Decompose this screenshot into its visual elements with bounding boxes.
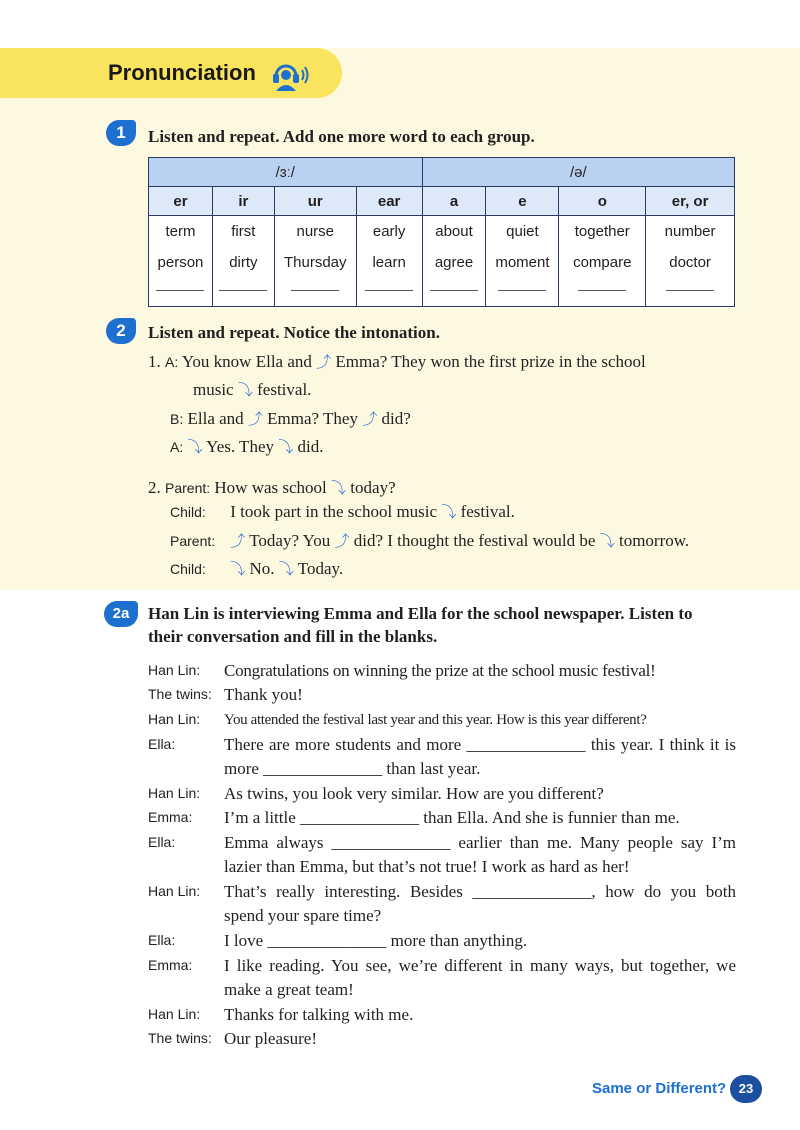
exercise-2a-badge: 2a (104, 601, 138, 627)
line-text: festival. (257, 380, 312, 399)
item-number: 1. (148, 352, 161, 371)
line-text: I took part in the school music (230, 502, 438, 521)
speaker-label: B: (170, 411, 184, 427)
falling-arrow-icon: ⤵ (599, 532, 615, 550)
spelling-label: e (486, 187, 559, 216)
spelling-label: o (559, 187, 646, 216)
exercise-2-instruction: Listen and repeat. Notice the intonation. (148, 323, 440, 342)
spelling-label: ear (356, 187, 422, 216)
rising-arrow-icon: ⤴ (247, 410, 263, 428)
group-header-er-sound: /ɜː/ (149, 158, 423, 187)
speaker-label: Parent: (165, 480, 211, 496)
speaker-label: Han Lin: (148, 711, 201, 727)
speaker-label: Han Lin: (148, 1006, 201, 1022)
line-text: did. (297, 437, 324, 456)
line-text: Thanks for talking with me. (224, 1005, 414, 1024)
section-title: Pronunciation (108, 60, 256, 85)
line-text: As twins, you look very similar. How are you different? (224, 784, 604, 803)
phonetics-table (148, 157, 735, 307)
word: first (231, 223, 256, 240)
line-text: That’s really interesting. Besides ______________, how do you both spend your spare time? (224, 882, 736, 925)
word: learn (372, 254, 406, 271)
word-group (559, 216, 646, 307)
line-text: did? I thought the festival would be (353, 531, 596, 550)
line-text: How was school (214, 478, 327, 497)
word-group (422, 216, 486, 307)
top-margin (0, 0, 800, 48)
answer-blank[interactable] (365, 290, 413, 291)
dialogue-1-line-b (170, 408, 411, 429)
spelling-label: a (422, 187, 486, 216)
word: Thursday (283, 254, 347, 271)
group-header-schwa-sound: /ə/ (422, 158, 734, 187)
line-text: Today? You (249, 531, 331, 550)
answer-blank[interactable] (578, 290, 626, 291)
dialogue-1-line-a (148, 351, 646, 372)
line-text: Emma always ______________ earlier than me. Many people say I’m lazier than Emma, but that’s not true! I work as hard as her! (224, 833, 736, 876)
word: early (372, 223, 406, 240)
speaker-label: Ella: (148, 834, 176, 850)
line-text: Thank you! (224, 685, 303, 704)
speaker-label: Child: (170, 504, 206, 520)
line-text: Emma? They won the first prize in the school (335, 352, 646, 371)
line-text: tomorrow. (618, 531, 690, 550)
dialogue-1-line-a2 (170, 436, 323, 457)
dialogue-2-line-4 (170, 558, 343, 579)
falling-arrow-icon: ⤵ (230, 560, 246, 578)
word: moment (495, 254, 550, 271)
falling-arrow-icon: ⤵ (441, 503, 457, 521)
speaker-label: Child: (170, 561, 206, 577)
word-group (486, 216, 559, 307)
falling-arrow-icon: ⤵ (237, 381, 253, 399)
speaker-label: Han Lin: (148, 883, 201, 899)
exercise-2a-instruction-line-1: Han Lin is interviewing Emma and Ella for the school newspaper. Listen to (148, 604, 693, 623)
speaker-label: Emma: (148, 809, 193, 825)
word: doctor (669, 254, 711, 271)
exercise-1-instruction: Listen and repeat. Add one more word to each group. (148, 127, 535, 146)
word: dirty (229, 254, 258, 271)
word: compare (573, 254, 632, 271)
speaker-label: Han Lin: (148, 662, 201, 678)
answer-blank[interactable] (666, 290, 714, 291)
answer-blank[interactable] (498, 290, 546, 291)
line-text: Our pleasure! (224, 1029, 317, 1048)
line-text: today? (350, 478, 396, 497)
dialogue-2-line-1 (148, 477, 396, 498)
spelling-label: er (149, 187, 213, 216)
speaker-label: Ella: (148, 932, 176, 948)
word: nurse (296, 223, 335, 240)
headset-icon (270, 58, 310, 92)
speaker-label: Ella: (148, 736, 176, 752)
word-group (212, 216, 274, 307)
line-text: You attended the festival last year and this year. How is this year different? (224, 712, 647, 728)
line-text: music (193, 380, 234, 399)
line-text: I like reading. You see, we’re different in many ways, but together, we make a great team! (224, 956, 736, 999)
spelling-label: er, or (646, 187, 735, 216)
line-text: Ella and (187, 409, 244, 428)
exercise-1-badge: 1 (106, 120, 136, 146)
unit-title: Same or Different? (592, 1080, 727, 1097)
answer-blank[interactable] (156, 290, 204, 291)
falling-arrow-icon: ⤵ (187, 438, 203, 456)
word-group (274, 216, 356, 307)
word-group (646, 216, 735, 307)
dialogue-2-line-2 (170, 501, 515, 522)
rising-arrow-icon: ⤴ (362, 410, 378, 428)
answer-blank[interactable] (219, 290, 267, 291)
line-text: I love ______________ more than anything. (224, 931, 528, 950)
word: quiet (506, 223, 539, 240)
spelling-label: ur (274, 187, 356, 216)
item-number: 2. (148, 478, 161, 497)
exercise-2-badge: 2 (106, 318, 136, 344)
rising-arrow-icon: ⤴ (316, 353, 332, 371)
word: about (435, 223, 473, 240)
speaker-label: A: (170, 439, 184, 455)
falling-arrow-icon: ⤵ (278, 438, 294, 456)
word: number (664, 223, 716, 240)
word: person (157, 254, 204, 271)
speaker-label: Parent: (170, 533, 216, 549)
dialogue-2-line-3 (170, 530, 689, 551)
word-group (149, 216, 213, 307)
rising-arrow-icon: ⤴ (230, 532, 246, 550)
line-text: I’m a little ______________ than Ella. And she is funnier than me. (224, 808, 680, 827)
dialogue-1-line-a-cont (193, 379, 311, 400)
word: term (165, 223, 196, 240)
word-group (356, 216, 422, 307)
answer-blank[interactable] (291, 290, 339, 291)
exercise-2a-instruction-line-2: their conversation and fill in the blanks. (148, 627, 438, 646)
speaker-label: Emma: (148, 957, 193, 973)
line-text: did? (381, 409, 411, 428)
line-text: Congratulations on winning the prize at the school music festival! (224, 661, 656, 680)
speaker-label: A: (165, 354, 179, 370)
line-text: Emma? They (267, 409, 358, 428)
page-number: 23 (730, 1075, 762, 1103)
line-text: festival. (460, 502, 515, 521)
spelling-label: ir (212, 187, 274, 216)
rising-arrow-icon: ⤴ (334, 532, 350, 550)
word: agree (434, 254, 474, 271)
line-text: You know Ella and (181, 352, 312, 371)
falling-arrow-icon: ⤵ (278, 560, 294, 578)
line-text: No. (249, 559, 275, 578)
answer-blank[interactable] (430, 290, 478, 291)
speaker-label: Han Lin: (148, 785, 201, 801)
line-text: Yes. They (206, 437, 274, 456)
speaker-label: The twins: (148, 686, 212, 702)
line-text: Today. (297, 559, 344, 578)
falling-arrow-icon: ⤵ (331, 479, 347, 497)
word: together (574, 223, 630, 240)
speaker-label: The twins: (148, 1030, 212, 1046)
line-text: There are more students and more ______________ this year. I think it is more ______________ than last year. (224, 735, 736, 778)
